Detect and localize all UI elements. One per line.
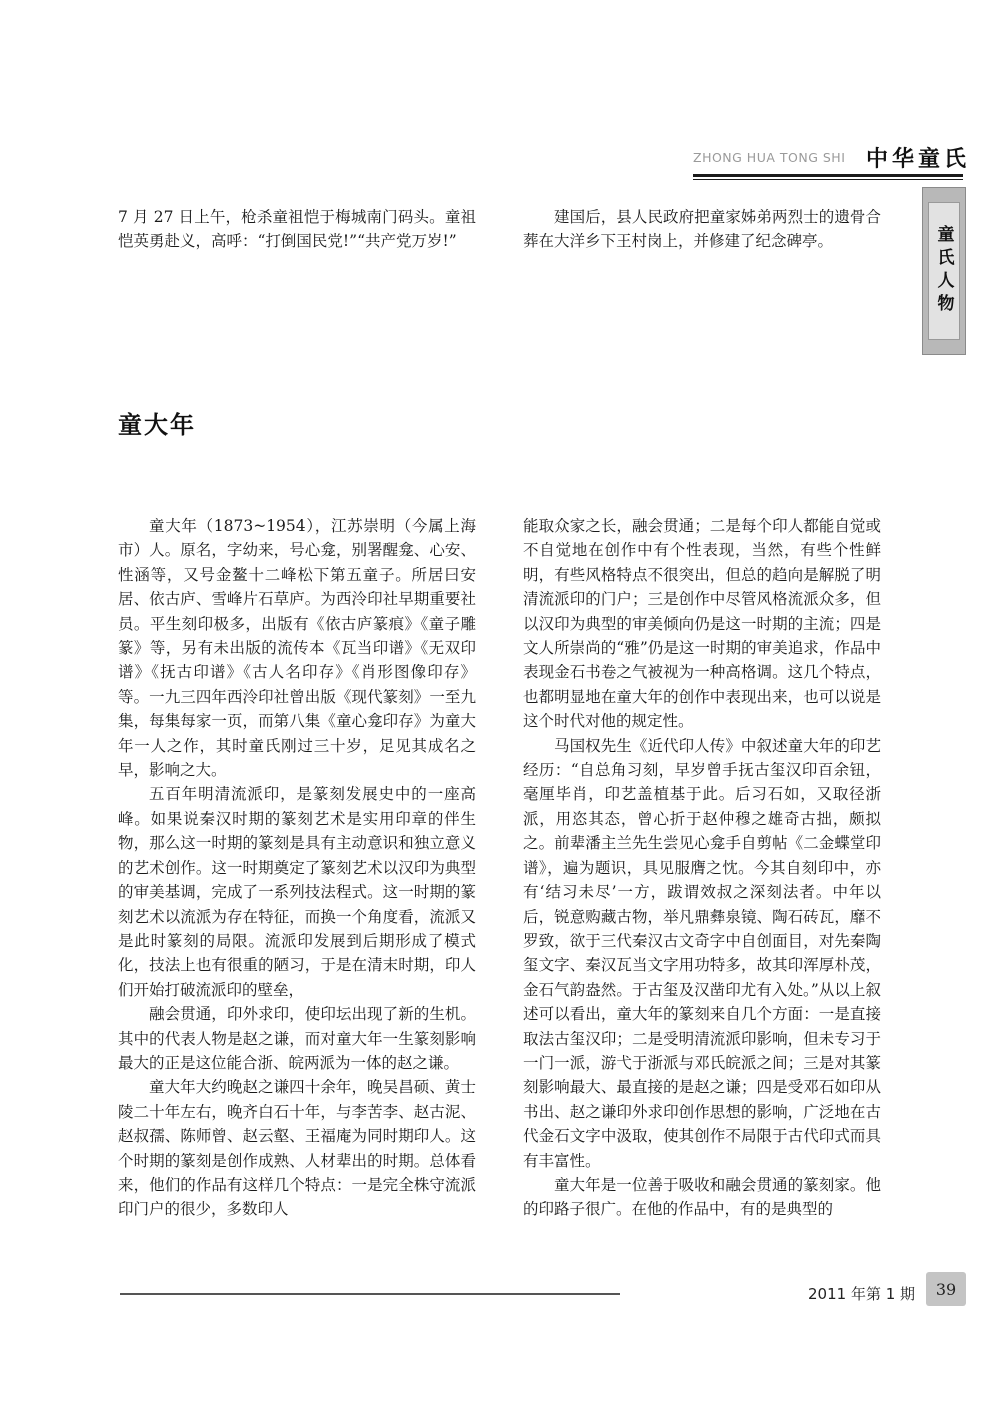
paragraph: 五百年明清流派印，是篆刻发展史中的一座高峰。如果说秦汉时期的篆刻艺术是实用印章的伴生物，那么这一时期的篆刻是具有主动意识和独立意义的艺术创作。这一时期奠定了篆刻艺术以汉印为典型的审美基调，完成了一系列技法程式。这一时期的篆刻艺术以流派为存在特征，而换一个角度看，流派又是此时篆刻的局限。流派印发展到后期形成了模式化，技法上也有很重的陋习，于是在清末时期，印人们开始打破流派印的壁垒， — [118, 785, 476, 999]
paragraph: 融会贯通，印外求印，使印坛出现了新的生机。其中的代表人物是赵之谦，而对童大年一生篆刻影响最大的正是这位能合浙、皖两派为一体的赵之谦。 — [118, 1005, 476, 1072]
paragraph: 童大年是一位善于吸收和融会贯通的篆刻家。他的印路子很广。在他的作品中，有的是典型的 — [523, 1175, 881, 1219]
article-column-left — [118, 514, 476, 1222]
footer-rule — [120, 1293, 620, 1295]
section-tab — [922, 187, 966, 355]
section-tab-label: 童氏人物 — [933, 225, 954, 317]
page-number: 39 — [935, 1279, 957, 1299]
article-title: 童大年 — [118, 411, 196, 439]
magazine-title: 中华童氏 — [866, 147, 971, 172]
continuation-left — [118, 205, 476, 254]
header-pinyin: ZHONG HUA TONG SHI — [693, 150, 846, 165]
continuation-left-text: 7 月 27 日上午，枪杀童祖恺于梅城南门码头。童祖恺英勇赴义，高呼：“打倒国民党!”“共产党万岁!” — [118, 208, 476, 251]
article-column-right — [523, 514, 881, 1222]
paragraph: 能取众家之长，融会贯通；二是每个印人都能自觉或不自觉地在创作中有个性表现，当然，有些个性鲜明，有些风格特点不很突出，但总的趋向是解脱了明清流派印的门户；三是创作中尽管风格流派众多，但以汉印为典型的审美倾向仍是这一时期的主流；四是文人所崇尚的“雅”仍是这一时期的审美追求，作品中表现金石书卷之气被视为一种高格调。这几个特点，也都明显地在童大年的创作中表现出来，也可以说是这个时代对他的规定性。 — [523, 517, 881, 731]
header-rule — [693, 174, 963, 177]
issue-label: 2011 年第 1 期 — [808, 1285, 916, 1303]
continuation-right-text: 建国后，县人民政府把童家姊弟两烈士的遗骨合葬在大洋乡下王村岗上，并修建了纪念碑亭。 — [523, 208, 881, 251]
header-rule-thin — [693, 179, 963, 180]
paragraph: 马国权先生《近代印人传》中叙述童大年的印艺经历：“自总角习刻，早岁曾手抚古玺汉印百余钮，毫厘毕肖，印艺盖植基于此。后习石如，又取径浙派，用恣其态，曾心折于赵仲穆之雄奇古拙，颇拟之。前辈潘主兰先生尝见心龛手自剪帖《二金蝶堂印谱》，遍为题识，具见服膺之忱。今其自刻印中，亦有‘结习未尽’一方，跋谓效叔之深刻法者。中年以后，锐意购藏古物，举凡鼎彝泉镜、陶石砖瓦，靡不罗致，欲于三代秦汉古文奇字中自创面目，对先秦陶玺文字、秦汉瓦当文字用功特多，故其印浑厚朴茂，金石气韵盎然。于古玺及汉凿印尤有入处。”从以上叙述可以看出，童大年的篆刻来自几个方面：一是直接取法古玺汉印；二是受明清流派印影响，但未专习于一门一派，游弋于浙派与邓氏皖派之间；三是对其篆刻影响最大、最直接的是赵之谦；四是受邓石如印从书出、赵之谦印外求印创作思想的影响，广泛地在古代金石文字中汲取，使其创作不局限于古代印式而具有丰富性。 — [523, 736, 881, 1170]
paragraph: 童大年大约晚赵之谦四十余年，晚吴昌硕、黄士陵二十年左右，晚齐白石十年，与李苦李、赵古泥、赵叔孺、陈师曾、赵云壑、王福庵为同时期印人。这个时期的篆刻是创作成熟、人材辈出的时期。总体看来，他们的作品有这样几个特点：一是完全株守流派印门户的很少，多数印人 — [118, 1078, 476, 1219]
continuation-right — [523, 205, 881, 254]
paragraph: 童大年（1873~1954），江苏崇明（今属上海市）人。原名，字幼来，号心龛，别署醒龛、心安、性涵等，又号金鳌十二峰松下第五童子。所居曰安居、依古庐、雪峰片石草庐。为西泠印社早期重要社员。平生刻印极多，出版有《依古庐篆痕》《童子雕篆》等，另有未出版的流传本《瓦当印谱》《无双印谱》《抚古印谱》《古人名印存》《肖形图像印存》等。一九三四年西泠印社曾出版《现代篆刻》一至九集，每集每家一页，而第八集《童心龛印存》为童大年一人之作，其时童氏刚过三十岁，足见其成名之早，影响之大。 — [118, 517, 476, 780]
section-tab-frame — [928, 202, 960, 340]
page-number-badge — [926, 1272, 966, 1306]
